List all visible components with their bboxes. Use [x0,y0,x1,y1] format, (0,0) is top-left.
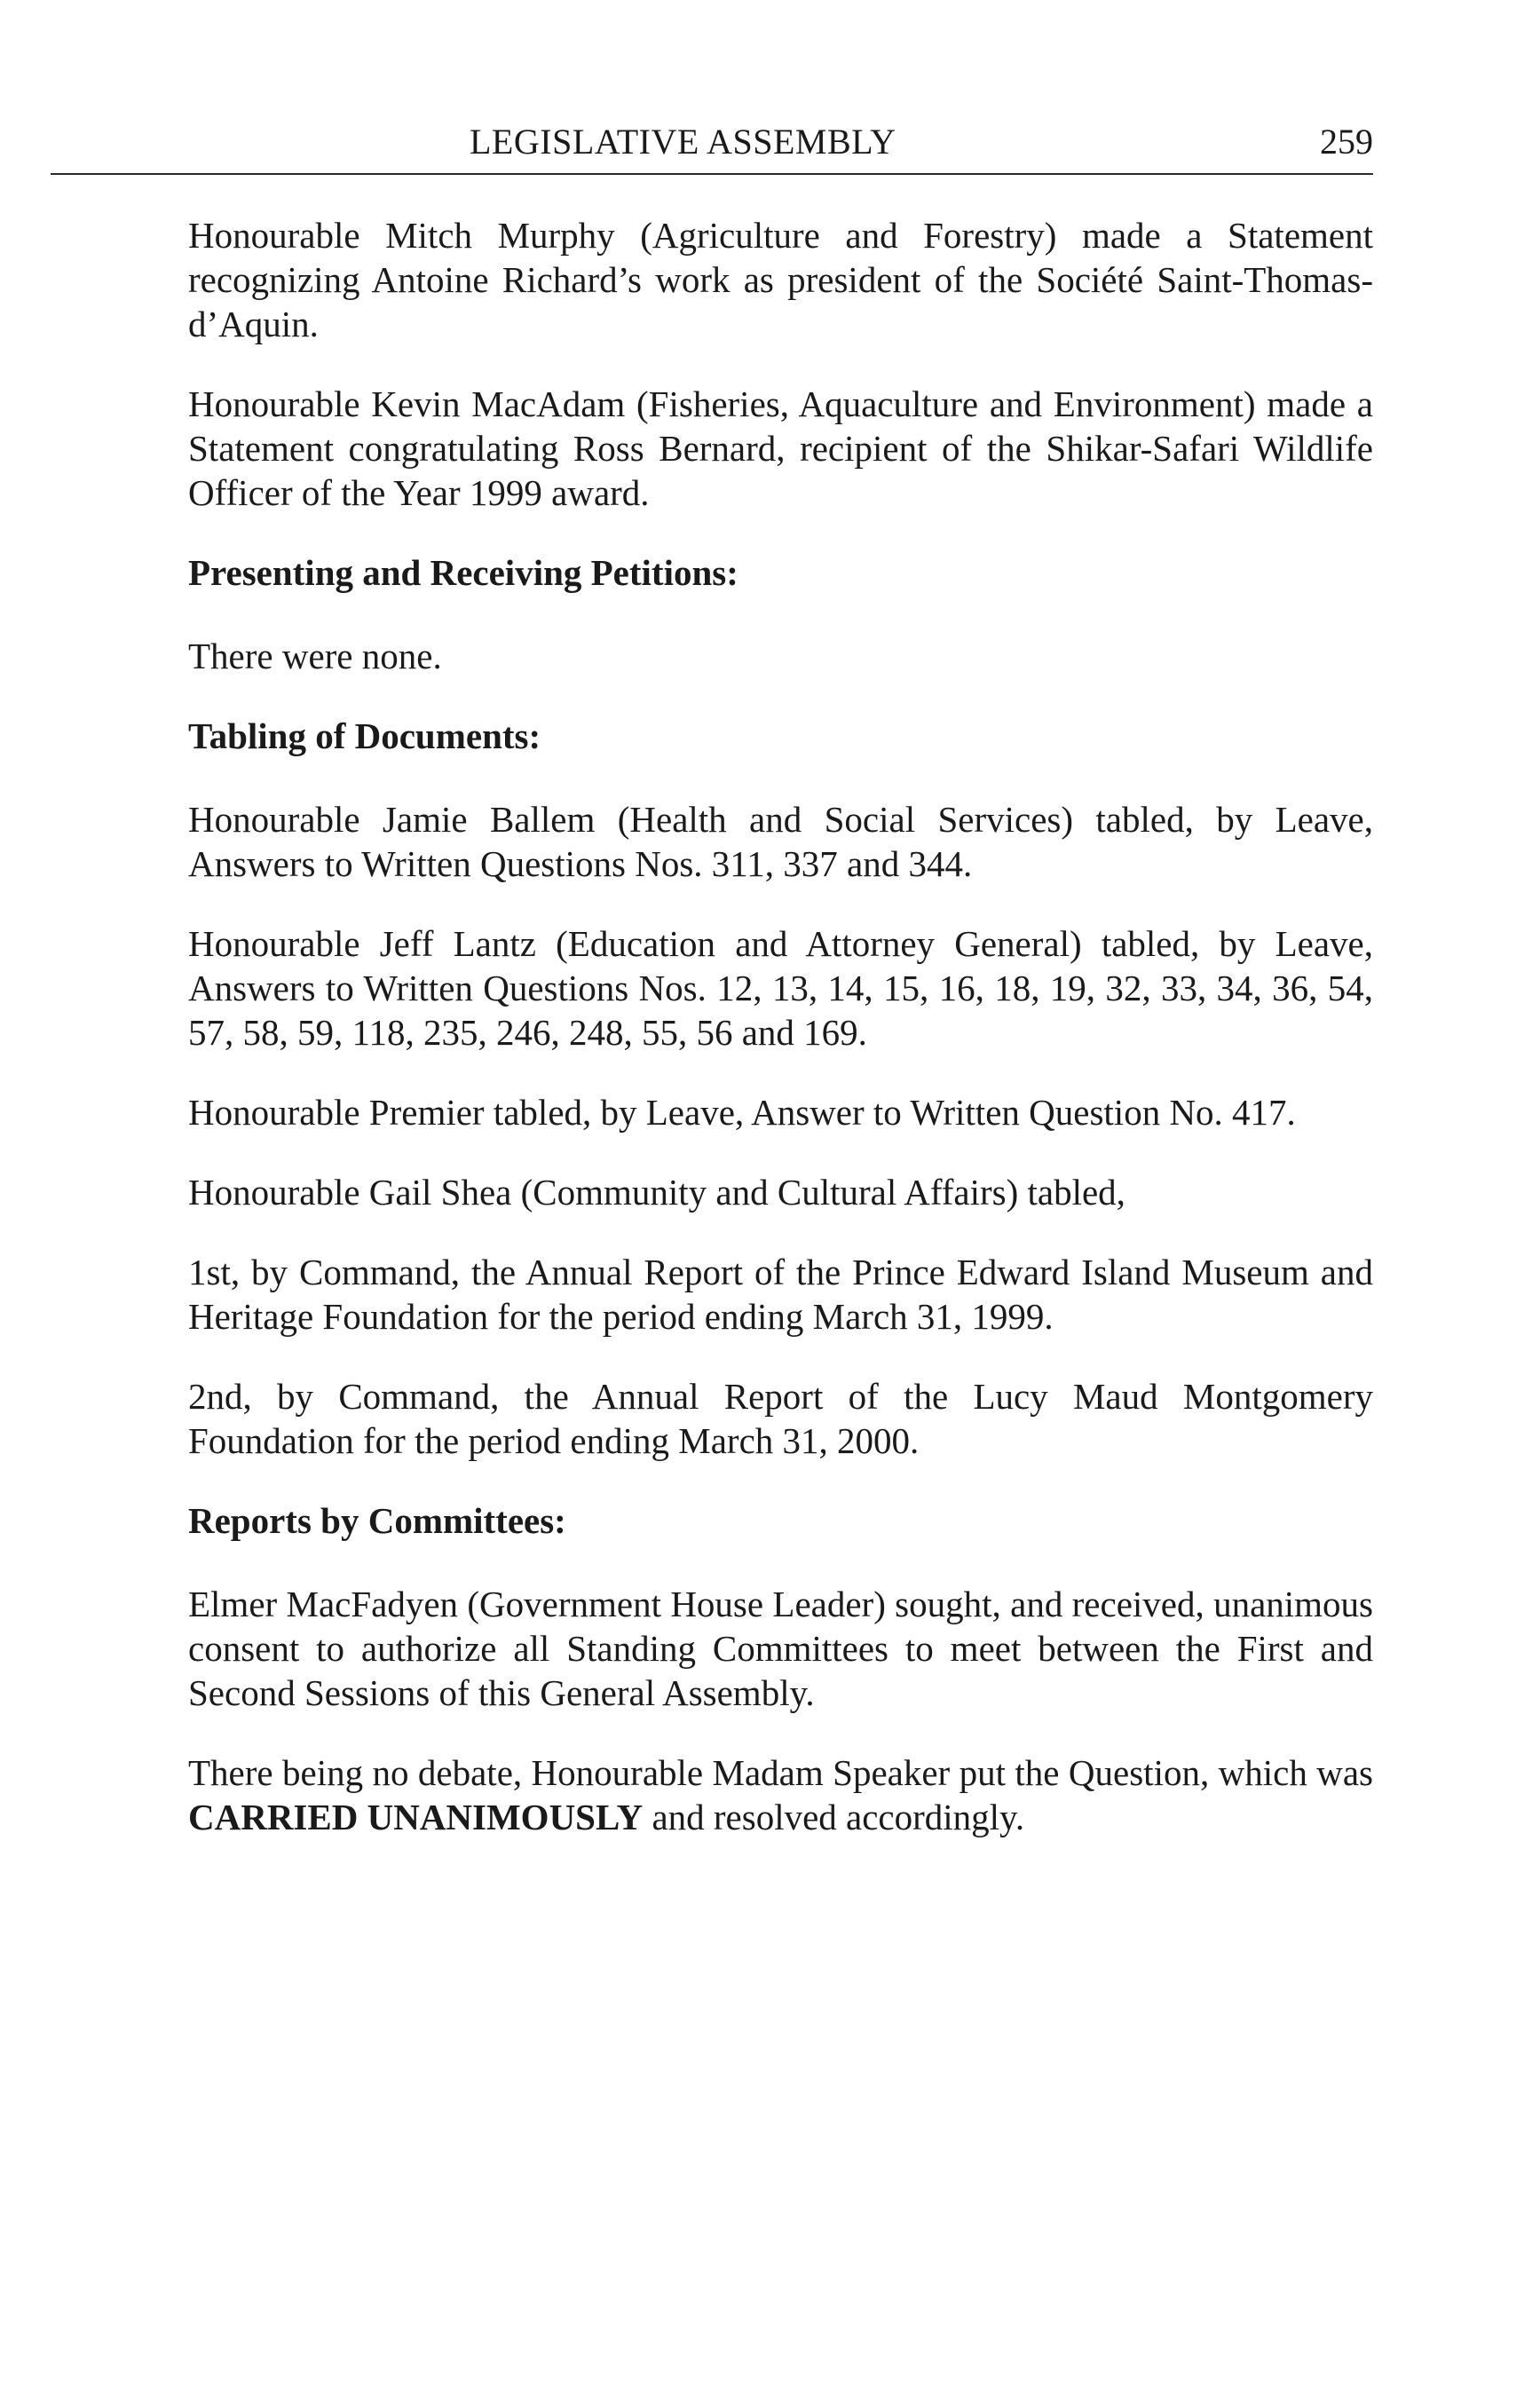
paragraph-premier-tabled: Honourable Premier tabled, by Leave, Answer to Written Question No. 417. [188,1092,1296,1133]
paragraph-ballem-tabled: Honourable Jamie Ballem (Health and Social Services) tabled, by Leave, Answers to Written Questions Nos. 311, 337 and 344. [188,799,1373,884]
paragraph-speaker-question [188,1750,1373,1839]
paragraph-no-petitions: There were none. [188,636,442,676]
heading-committee-reports: Reports by Committees: [188,1500,566,1541]
running-title: LEGISLATIVE ASSEMBLY [470,122,896,162]
paragraph-first-report: 1st, by Command, the Annual Report of the Prince Edward Island Museum and Heritage Foundation for the period ending March 31, 1999. [188,1252,1373,1337]
heading-tabling-documents: Tabling of Documents: [188,715,541,756]
paragraph-second-report: 2nd, by Command, the Annual Report of the Lucy Maud Montgomery Foundation for the period ending March 31, 2000. [188,1376,1373,1461]
page-number: 259 [1320,122,1373,162]
heading-petitions: Presenting and Receiving Petitions: [188,552,738,593]
carried-unanimously: CARRIED UNANIMOUSLY [188,1797,644,1837]
header-rule [51,173,1373,175]
paragraph-macfadyen-consent: Elmer MacFadyen (Government House Leader) sought, and received, unanimous consent to authorize all Standing Committees to meet between the First and Second Sessions of this General Assembly. [188,1584,1373,1713]
paragraph-macadam-statement: Honourable Kevin MacAdam (Fisheries, Aquaculture and Environment) made a Statement congratulating Ross Bernard, recipient of the Shikar-Safari Wildlife Officer of the Year 1999 award. [188,383,1373,513]
paragraph-murphy-statement: Honourable Mitch Murphy (Agriculture and Forestry) made a Statement recognizing Antoine Richard’s work as president of the Société Saint-Thomas-d’Aquin. [188,215,1373,344]
page-header [51,114,1373,170]
paragraph-lantz-tabled: Honourable Jeff Lantz (Education and Attorney General) tabled, by Leave, Answers to Written Questions Nos. 12, 13, 14, 15, 16, 18, 19, 32, 33, 34, 36, 54, 57, 58, 59, 118, 235, 246, 248, 55, 56 and 169. [188,923,1373,1053]
paragraph-shea-tabled: Honourable Gail Shea (Community and Cultural Affairs) tabled, [188,1172,1125,1213]
question-text-end: and resolved accordingly. [643,1797,1025,1837]
question-text-start: There being no debate, Honourable Madam Speaker put the Question, which was [188,1752,1373,1793]
document-body [188,213,1373,1875]
